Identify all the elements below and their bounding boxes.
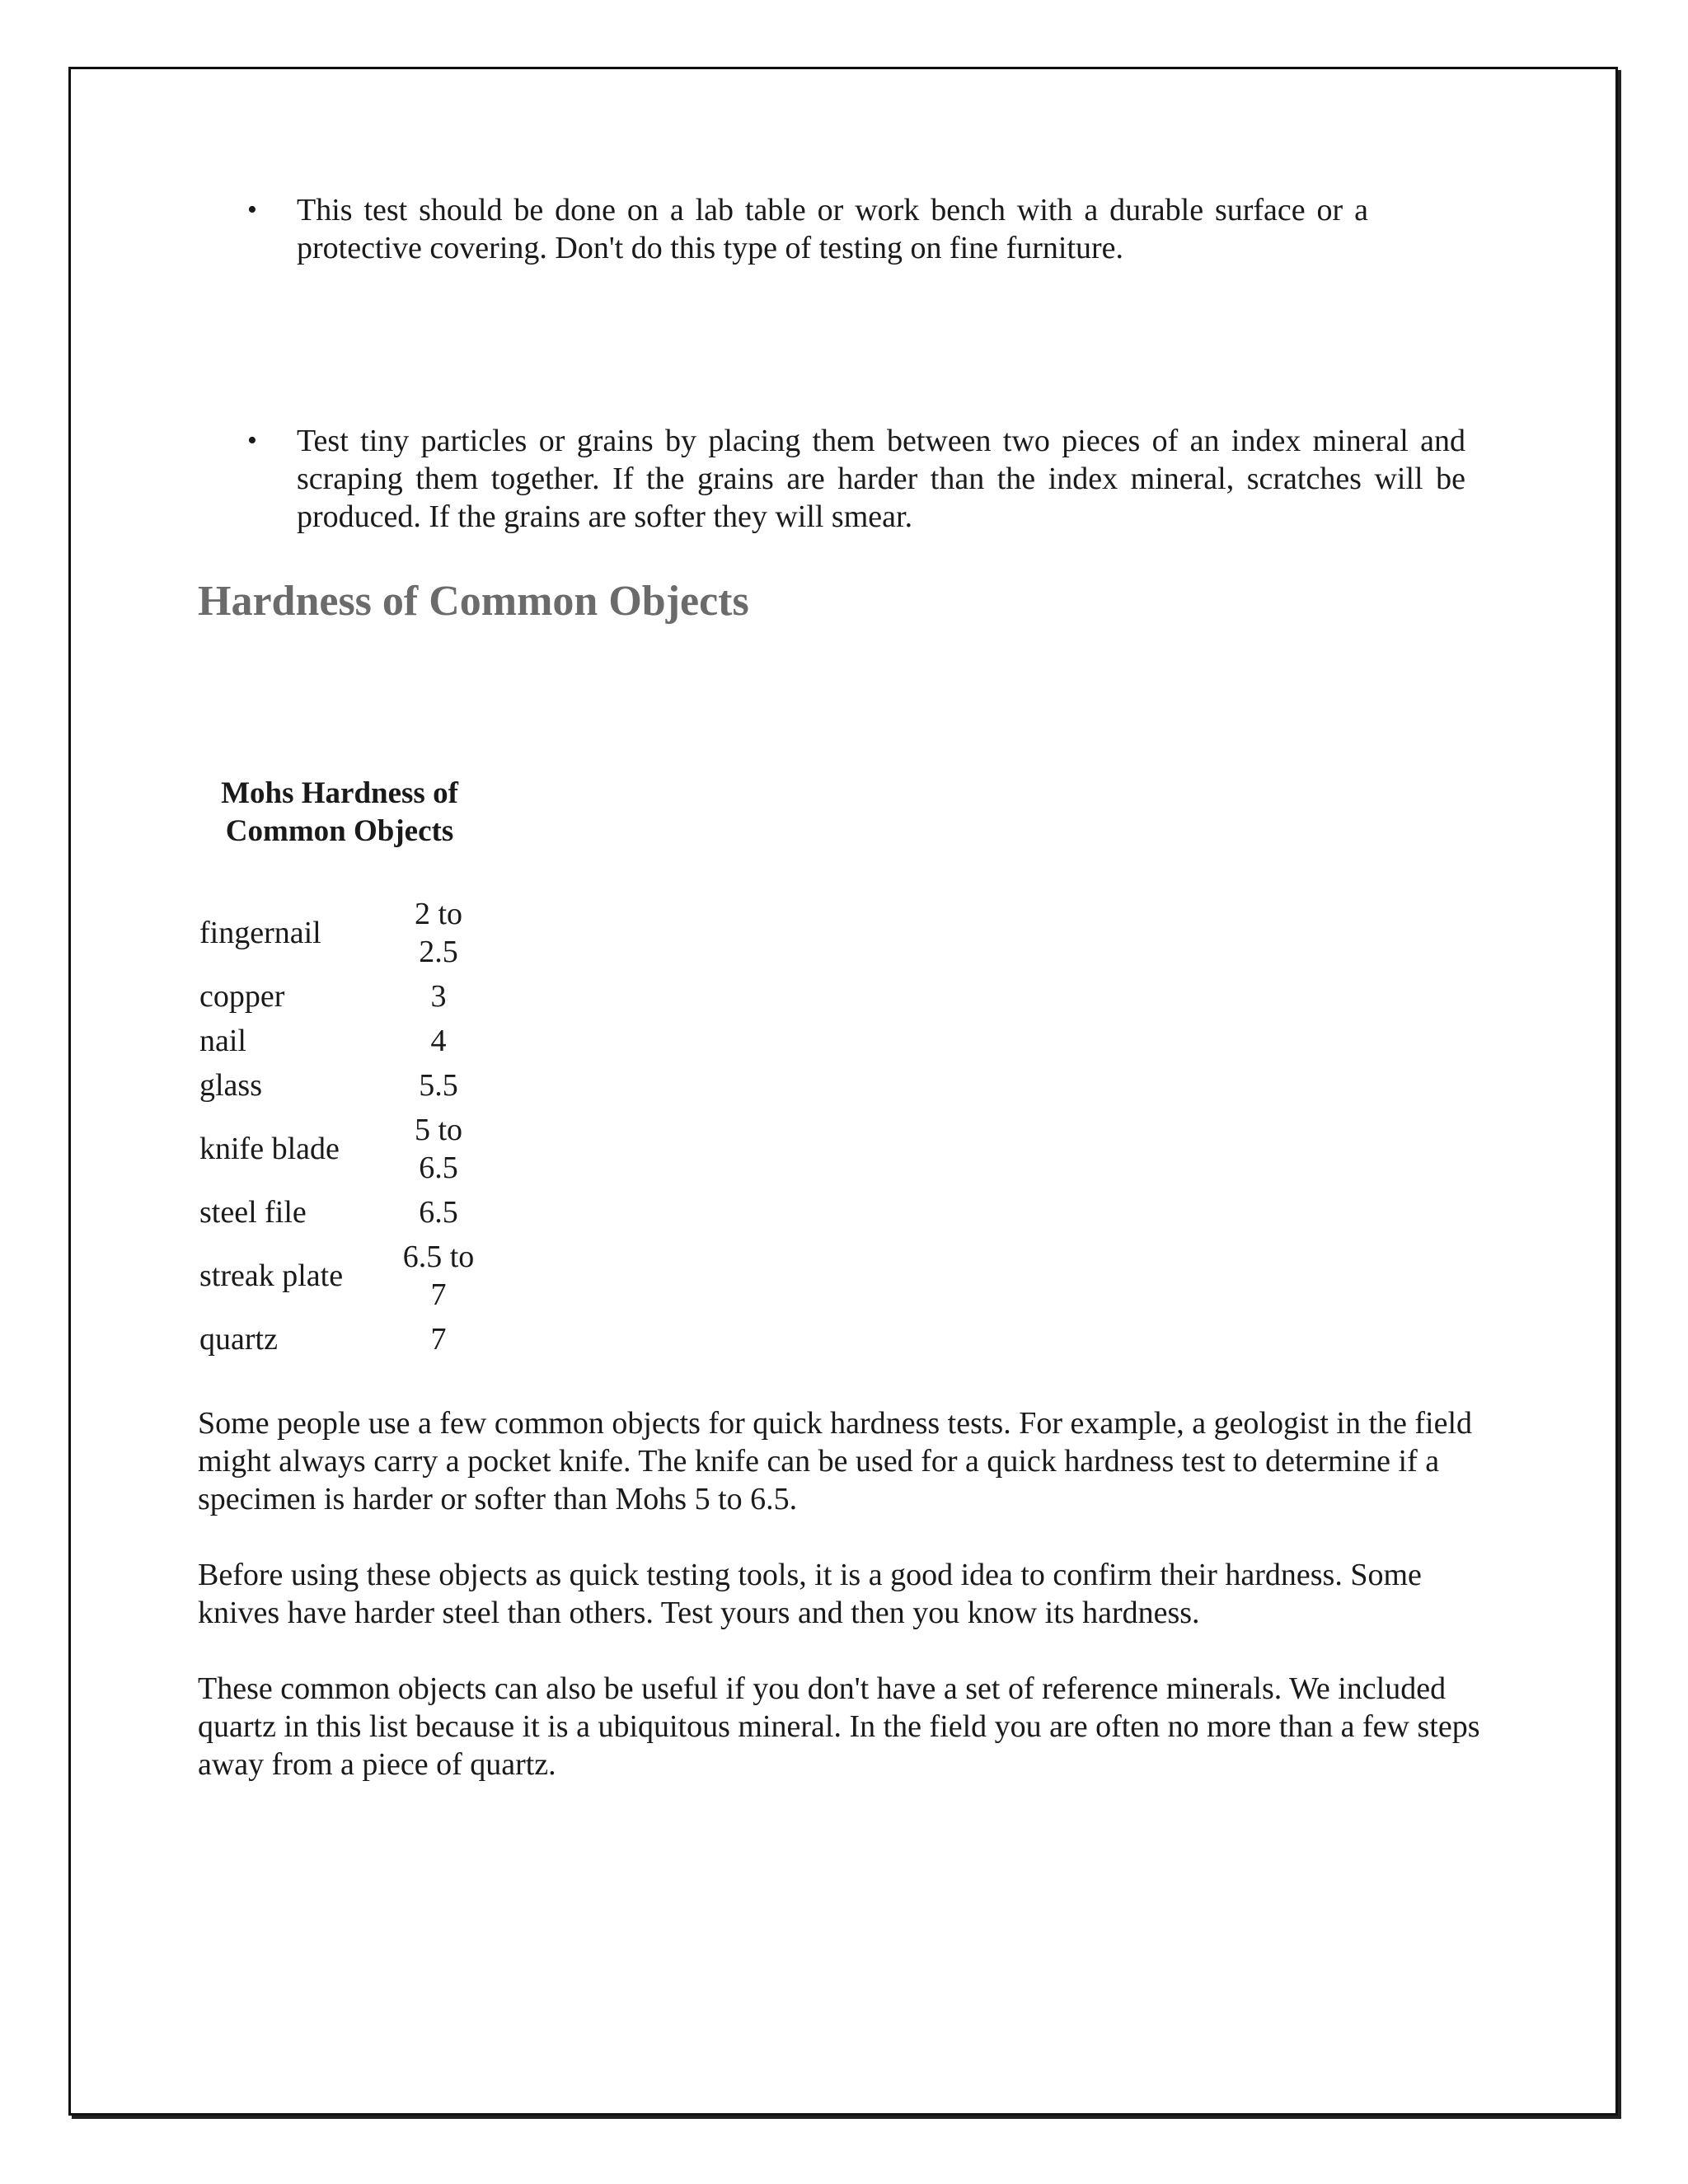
bullet-item: [198, 422, 1465, 536]
table-row: [198, 1317, 480, 1361]
bullet-list: [198, 191, 1484, 536]
table-body: [198, 892, 480, 1361]
table-row: [198, 1190, 480, 1235]
hardness-value-cell: 6.5: [419, 1195, 458, 1230]
hardness-value-cell: 3: [430, 979, 447, 1014]
object-name-cell: streak plate: [199, 1258, 344, 1293]
table-row: [198, 1235, 480, 1317]
object-name-cell: glass: [199, 1068, 262, 1103]
object-name-cell: copper: [199, 979, 285, 1014]
object-name-cell: quartz: [199, 1322, 278, 1357]
object-name-cell: steel file: [199, 1195, 307, 1230]
table-row: [198, 1108, 480, 1190]
paragraph: These common objects can also be useful if you don't have a set of reference minerals. We included quartz in this list because it is a ubiquitous mineral. In the field you are often no more than a few steps away from a piece of quartz.: [198, 1671, 1480, 1782]
section-heading: Hardness of Common Objects: [198, 578, 749, 625]
hardness-value-cell: 4: [430, 1024, 447, 1058]
table-row: [198, 1063, 480, 1108]
bullet-marker: •: [247, 194, 257, 225]
hardness-value-cell: 2 to 2.5: [414, 897, 463, 969]
hardness-value-cell: 5.5: [419, 1068, 458, 1103]
paragraph: Before using these objects as quick testing tools, it is a good idea to confirm their hardness. Some knives have harder steel than others. Test yours and then you know its hardness.: [198, 1558, 1422, 1630]
bullet-marker: •: [247, 425, 257, 456]
page-content: [198, 191, 1484, 1783]
bullet-text: Test tiny particles or grains by placing them between two pieces of an index mineral and scraping them together. If the grains are harder than the index mineral, scratches will be produced. If the grains are softer they will smear.: [297, 424, 1465, 534]
paragraph: Some people use a few common objects for quick hardness tests. For example, a geologist in the field might always carry a pocket knife. The knife can be used for a quick hardness test to determine if a specimen is harder or softer than Mohs 5 to 6.5.: [198, 1406, 1473, 1516]
table-row: [198, 892, 480, 974]
hardness-value-cell: 6.5 to 7: [402, 1240, 475, 1312]
object-name-cell: knife blade: [199, 1132, 340, 1166]
hardness-value-cell: 7: [430, 1322, 447, 1357]
object-name-cell: fingernail: [199, 916, 321, 950]
table-row: [198, 1019, 480, 1063]
table-caption: Mohs Hardness of Common Objects: [221, 776, 458, 848]
object-name-cell: nail: [199, 1024, 246, 1058]
bullet-text: This test should be done on a lab table or work bench with a durable surface or a protective covering. Don't do this type of testing on fine furniture.: [297, 193, 1368, 265]
hardness-value-cell: 5 to 6.5: [414, 1113, 463, 1185]
hardness-table: [198, 775, 480, 1361]
bullet-item: [198, 191, 1368, 267]
table-row: [198, 974, 480, 1019]
